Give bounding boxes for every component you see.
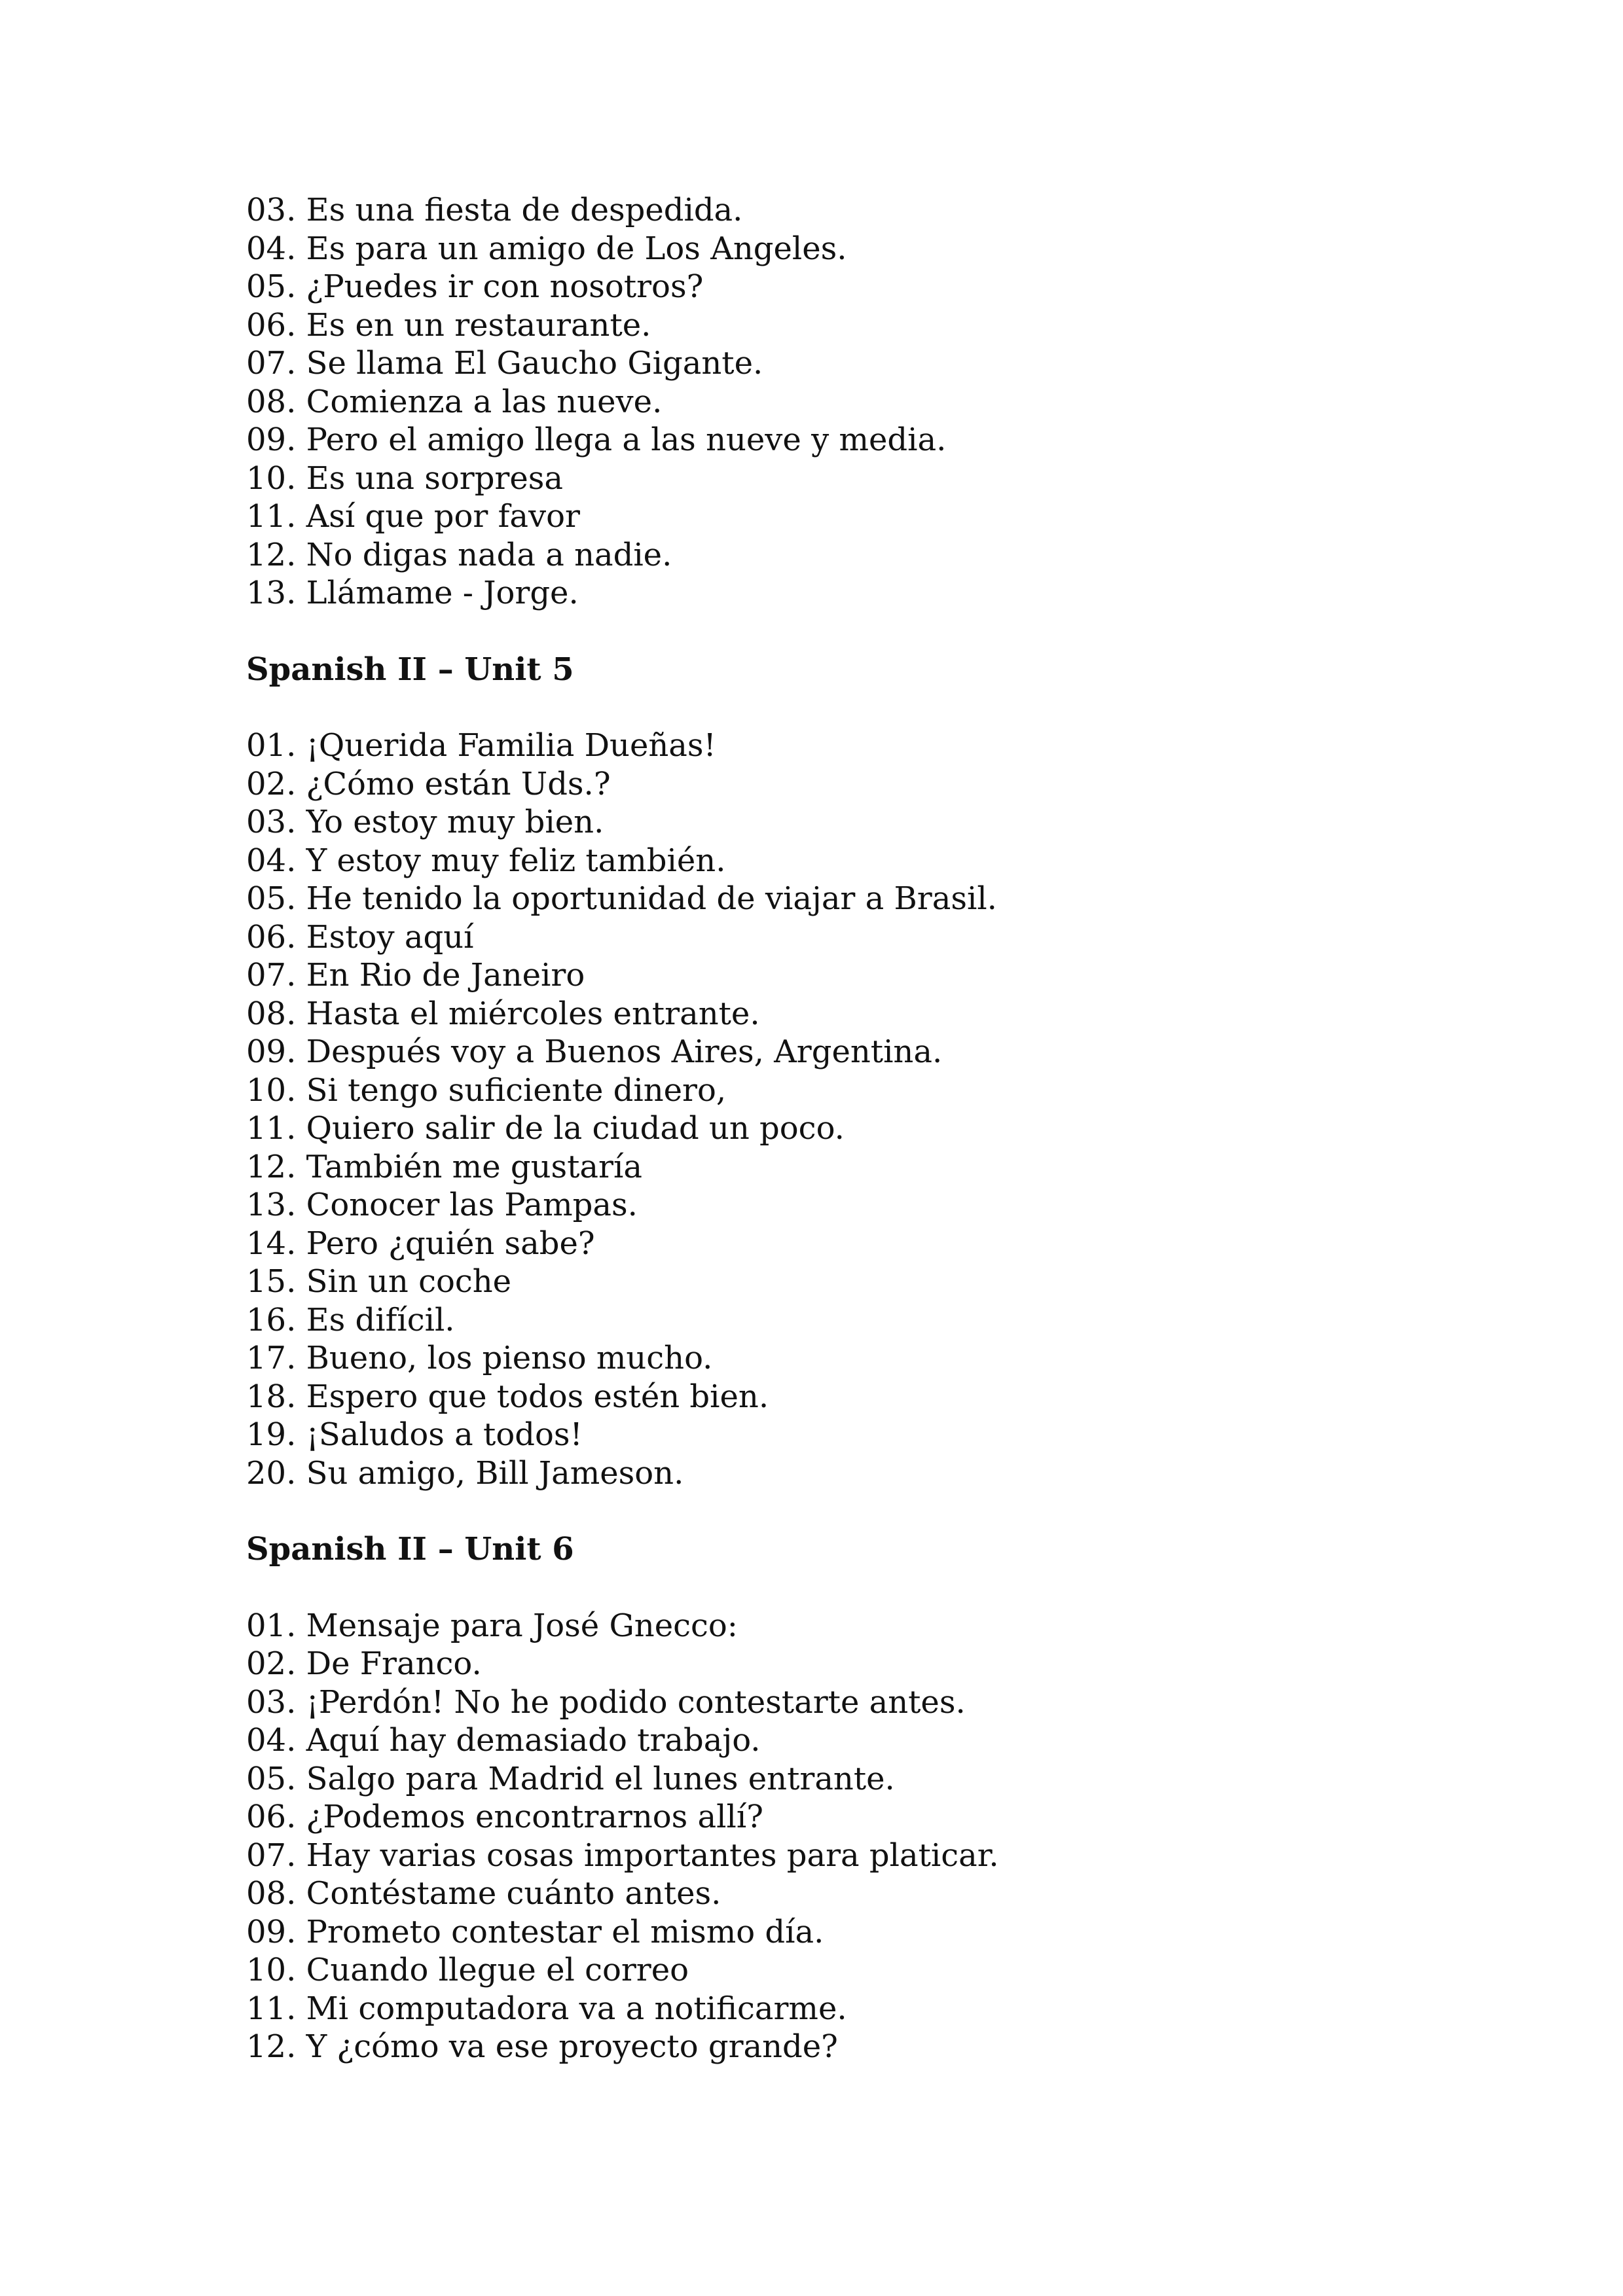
- sentence-line: 01. ¡Querida Familia Dueñas!: [246, 727, 716, 764]
- sentence-line: 12. Y ¿cómo va ese proyecto grande?: [246, 2028, 838, 2065]
- sentence-line: 06. Es en un restaurante.: [246, 306, 651, 344]
- sentence-line: 06. ¿Podemos encontrarnos allí?: [246, 1799, 763, 1835]
- section-heading-unit-5: Spanish II – Unit 5: [246, 651, 574, 688]
- sentence-line: 04. Y estoy muy feliz también.: [246, 842, 726, 879]
- sentence-line: 08. Comienza a las nueve.: [246, 383, 663, 420]
- sentence-line: 19. ¡Saludos a todos!: [246, 1416, 583, 1453]
- sentence-line: 08. Contéstame cuánto antes.: [246, 1875, 721, 1912]
- sentence-line: 02. ¿Cómo están Uds.?: [246, 765, 611, 802]
- unit-4-continued-list: [246, 191, 1490, 613]
- sentence-line: 12. También me gustaría: [246, 1148, 642, 1185]
- sentence-line: 18. Espero que todos estén bien.: [246, 1378, 769, 1415]
- sentence-line: 09. Prometo contestar el mismo día.: [246, 1913, 824, 1950]
- sentence-line: 11. Así que por favor: [246, 498, 580, 535]
- sentence-line: 11. Quiero salir de la ciudad un poco.: [246, 1110, 845, 1147]
- sentence-line: 03. Yo estoy muy bien.: [246, 804, 604, 840]
- sentence-line: 10. Cuando llegue el correo: [246, 1952, 689, 1988]
- sentence-line: 13. Llámame - Jorge.: [246, 575, 579, 611]
- sentence-line: 13. Conocer las Pampas.: [246, 1187, 638, 1223]
- sentence-line: 08. Hasta el miércoles entrante.: [246, 995, 760, 1032]
- sentence-line: 06. Estoy aquí: [246, 918, 474, 956]
- unit-5-list: [246, 726, 1490, 1492]
- sentence-line: 03. Es una fiesta de despedida.: [246, 192, 743, 228]
- sentence-line: 11. Mi computadora va a notificarme.: [246, 1990, 847, 2027]
- sentence-line: 05. He tenido la oportunidad de viajar a Brasil.: [246, 880, 997, 917]
- sentence-line: 07. Se llama El Gaucho Gigante.: [246, 345, 763, 382]
- sentence-line: 10. Si tengo suficiente dinero,: [246, 1071, 727, 1109]
- sentence-line: 02. De Franco.: [246, 1645, 482, 1682]
- sentence-line: 20. Su amigo, Bill Jameson.: [246, 1454, 684, 1492]
- sentence-line: 12. No digas nada a nadie.: [246, 536, 672, 573]
- unit-6-list: [246, 1607, 1490, 2066]
- sentence-line: 05. Salgo para Madrid el lunes entrante.: [246, 1760, 895, 1797]
- sentence-line: 03. ¡Perdón! No he podido contestarte antes.: [246, 1683, 966, 1721]
- sentence-line: 10. Es una sorpresa: [246, 459, 564, 497]
- sentence-line: 09. Pero el amigo llega a las nueve y media.: [246, 422, 947, 458]
- sentence-line: 05. ¿Puedes ir con nosotros?: [246, 268, 704, 305]
- sentence-line: 04. Aquí hay demasiado trabajo.: [246, 1722, 761, 1759]
- sentence-line: 16. Es difícil.: [246, 1301, 455, 1338]
- sentence-line: 07. En Rio de Janeiro: [246, 957, 585, 994]
- sentence-line: 15. Sin un coche: [246, 1263, 512, 1300]
- document-page: [246, 191, 1490, 2066]
- sentence-line: 17. Bueno, los pienso mucho.: [246, 1340, 713, 1376]
- sentence-line: 04. Es para un amigo de Los Angeles.: [246, 230, 847, 267]
- section-heading-unit-6: Spanish II – Unit 6: [246, 1531, 574, 1568]
- sentence-line: 07. Hay varias cosas importantes para platicar.: [246, 1837, 999, 1874]
- sentence-line: 01. Mensaje para José Gnecco:: [246, 1607, 738, 1644]
- sentence-line: 14. Pero ¿quién sabe?: [246, 1225, 595, 1262]
- sentence-line: 09. Después voy a Buenos Aires, Argentina.: [246, 1033, 943, 1070]
